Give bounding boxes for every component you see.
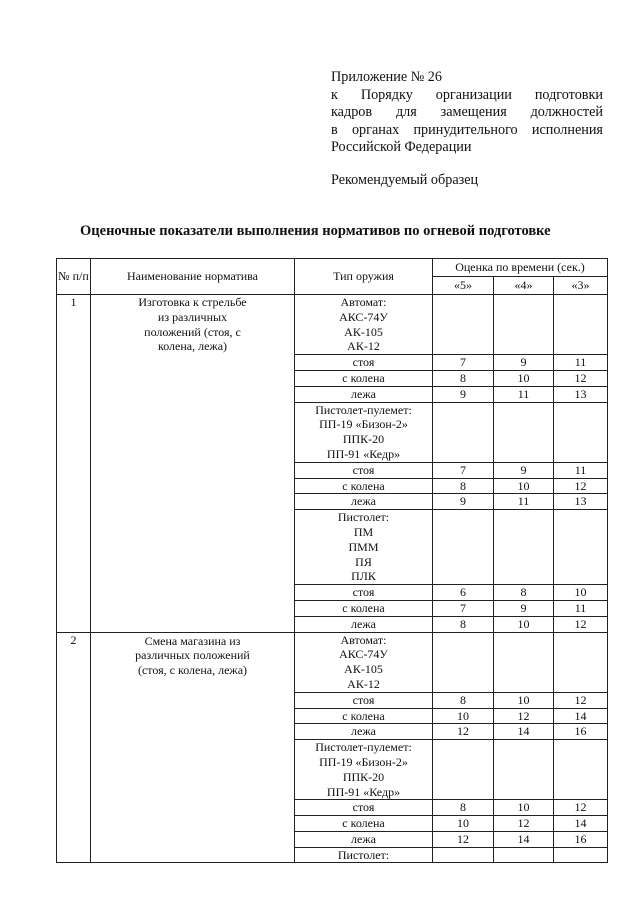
standard-name: Изготовка к стрельбе из различных положений (стоя, с колена, лежа) (91, 295, 295, 633)
grade-5-time: 12 (433, 831, 494, 847)
header-name: Наименование норматива (91, 259, 295, 295)
weapon-model: ППК-20 (342, 432, 385, 447)
grade-5-time: 9 (433, 494, 494, 510)
annex-word: органах (351, 121, 400, 138)
weapon-model: ППК-20 (342, 769, 385, 784)
position-kneeling: с колена (295, 370, 433, 386)
empty-cell (494, 632, 554, 692)
weapon-model: Автомат: (340, 632, 387, 647)
annex-line-2 (331, 87, 603, 105)
weapon-model: ПП-19 «Бизон-2» (319, 417, 408, 432)
position-lying: лежа (295, 724, 433, 740)
annex-word: исполнения (531, 121, 603, 138)
weapon-type (295, 295, 433, 355)
grade-5-time: 8 (433, 478, 494, 494)
grade-5-time: 6 (433, 585, 494, 601)
header-grade-5: «5» (433, 277, 494, 295)
position-kneeling: с колена (295, 478, 433, 494)
position-lying: лежа (295, 831, 433, 847)
empty-cell (494, 402, 554, 462)
weapon-model: ПЛК (351, 569, 376, 584)
grade-3-time: 13 (554, 386, 608, 402)
weapon-model: ПМ (353, 524, 374, 539)
empty-cell (554, 632, 608, 692)
header-num: № п/п (57, 259, 91, 295)
weapon-model: ПП-91 «Кедр» (326, 446, 401, 461)
page-title: Оценочные показатели выполнения нормативов по огневой подготовке (80, 223, 551, 239)
weapon-model: Пистолет: (337, 510, 390, 525)
row-number: 1 (57, 295, 91, 633)
grade-4-time: 8 (494, 585, 554, 601)
weapon-model: АКС-74У (339, 647, 388, 662)
empty-cell (433, 510, 494, 585)
grade-5-time: 7 (433, 600, 494, 616)
header-grade-group: Оценка по времени (сек.) (433, 259, 608, 277)
position-kneeling: с колена (295, 708, 433, 724)
table-row (57, 295, 608, 355)
grade-5-time: 8 (433, 800, 494, 816)
header-grade-3: «3» (554, 277, 608, 295)
grade-5-time: 10 (433, 708, 494, 724)
empty-cell (554, 847, 608, 863)
weapon-model: ПЯ (355, 554, 372, 569)
weapon-model: АКС-74У (339, 309, 388, 324)
weapon-model: АК-12 (347, 339, 380, 354)
empty-cell (494, 510, 554, 585)
empty-cell (554, 740, 608, 800)
annex-header (331, 69, 603, 157)
table-body (57, 295, 608, 863)
grade-4-time: 9 (494, 355, 554, 371)
grade-3-time: 12 (554, 692, 608, 708)
grade-3-time: 12 (554, 370, 608, 386)
empty-cell (494, 740, 554, 800)
grade-5-time: 10 (433, 816, 494, 832)
annex-word: подготовки (534, 86, 603, 103)
position-kneeling: с колена (295, 816, 433, 832)
weapon-model: ПП-19 «Бизон-2» (319, 754, 408, 769)
grade-4-time: 10 (494, 370, 554, 386)
grade-3-time: 13 (554, 494, 608, 510)
annex-word: в (331, 121, 338, 138)
grade-3-time: 16 (554, 724, 608, 740)
header-weapon: Тип оружия (295, 259, 433, 295)
annex-number: Приложение № 26 (331, 69, 442, 85)
empty-cell (494, 295, 554, 355)
annex-line-4 (331, 122, 603, 140)
weapon-model: ПММ (348, 539, 379, 554)
position-standing: стоя (295, 692, 433, 708)
sample-label: Рекомендуемый образец (331, 172, 479, 188)
position-standing: стоя (295, 585, 433, 601)
grade-4-time: 10 (494, 800, 554, 816)
grade-3-time: 12 (554, 800, 608, 816)
grade-3-time: 14 (554, 816, 608, 832)
header-grade-4: «4» (494, 277, 554, 295)
standards-table (56, 258, 608, 863)
weapon-model: Пистолет-пулемет: (315, 402, 412, 417)
weapon-model: АК-12 (347, 676, 380, 691)
grade-5-time: 12 (433, 724, 494, 740)
empty-cell (433, 847, 494, 863)
grade-3-time: 11 (554, 355, 608, 371)
position-kneeling: с колена (295, 600, 433, 616)
empty-cell (494, 847, 554, 863)
grade-4-time: 10 (494, 692, 554, 708)
grade-3-time: 10 (554, 585, 608, 601)
grade-3-time: 12 (554, 616, 608, 632)
grade-4-time: 10 (494, 616, 554, 632)
grade-4-time: 12 (494, 708, 554, 724)
grade-5-time: 8 (433, 692, 494, 708)
grade-5-time: 7 (433, 462, 494, 478)
position-lying: лежа (295, 616, 433, 632)
empty-cell (433, 632, 494, 692)
grade-4-time: 10 (494, 478, 554, 494)
grade-3-time: 11 (554, 600, 608, 616)
annex-word: Порядку (360, 86, 413, 103)
grade-3-time: 12 (554, 478, 608, 494)
grade-4-time: 14 (494, 831, 554, 847)
grade-5-time: 8 (433, 616, 494, 632)
empty-cell (433, 740, 494, 800)
grade-5-time: 8 (433, 370, 494, 386)
table-row (57, 632, 608, 692)
grade-4-time: 9 (494, 462, 554, 478)
empty-cell (554, 510, 608, 585)
empty-cell (554, 402, 608, 462)
grade-3-time: 11 (554, 462, 608, 478)
annex-line-5: Российской Федерации (331, 139, 472, 155)
position-lying: лежа (295, 386, 433, 402)
empty-cell (433, 402, 494, 462)
annex-word: кадров (331, 104, 373, 120)
weapon-type (295, 402, 433, 462)
row-number: 2 (57, 632, 91, 863)
weapon-type (295, 510, 433, 585)
grade-5-time: 9 (433, 386, 494, 402)
annex-word: для (395, 104, 417, 120)
annex-word: к (331, 86, 338, 103)
grade-4-time: 12 (494, 816, 554, 832)
weapon-model: ПП-91 «Кедр» (326, 784, 401, 799)
standard-name: Смена магазина из различных положений (стоя, с колена, лежа) (91, 632, 295, 863)
grade-4-time: 11 (494, 386, 554, 402)
grade-3-time: 16 (554, 831, 608, 847)
grade-4-time: 9 (494, 600, 554, 616)
grade-5-time: 7 (433, 355, 494, 371)
grade-4-time: 11 (494, 494, 554, 510)
weapon-type (295, 740, 433, 800)
weapon-model: Пистолет-пулемет: (315, 740, 412, 755)
annex-word: замещения (440, 104, 507, 120)
grade-3-time: 14 (554, 708, 608, 724)
weapon-model: АК-105 (344, 662, 383, 677)
position-standing: стоя (295, 462, 433, 478)
position-standing: стоя (295, 800, 433, 816)
weapon-model: Пистолет: (337, 847, 390, 862)
weapon-model: АК-105 (344, 324, 383, 339)
empty-cell (554, 295, 608, 355)
empty-cell (433, 295, 494, 355)
position-lying: лежа (295, 494, 433, 510)
weapon-type (295, 632, 433, 692)
weapon-type (295, 847, 433, 863)
grade-4-time: 14 (494, 724, 554, 740)
annex-word: организации (435, 86, 512, 103)
annex-word: должностей (530, 104, 603, 120)
annex-line-3 (331, 104, 603, 122)
position-standing: стоя (295, 355, 433, 371)
weapon-model: Автомат: (340, 295, 387, 309)
annex-word: принудительного (413, 121, 518, 138)
